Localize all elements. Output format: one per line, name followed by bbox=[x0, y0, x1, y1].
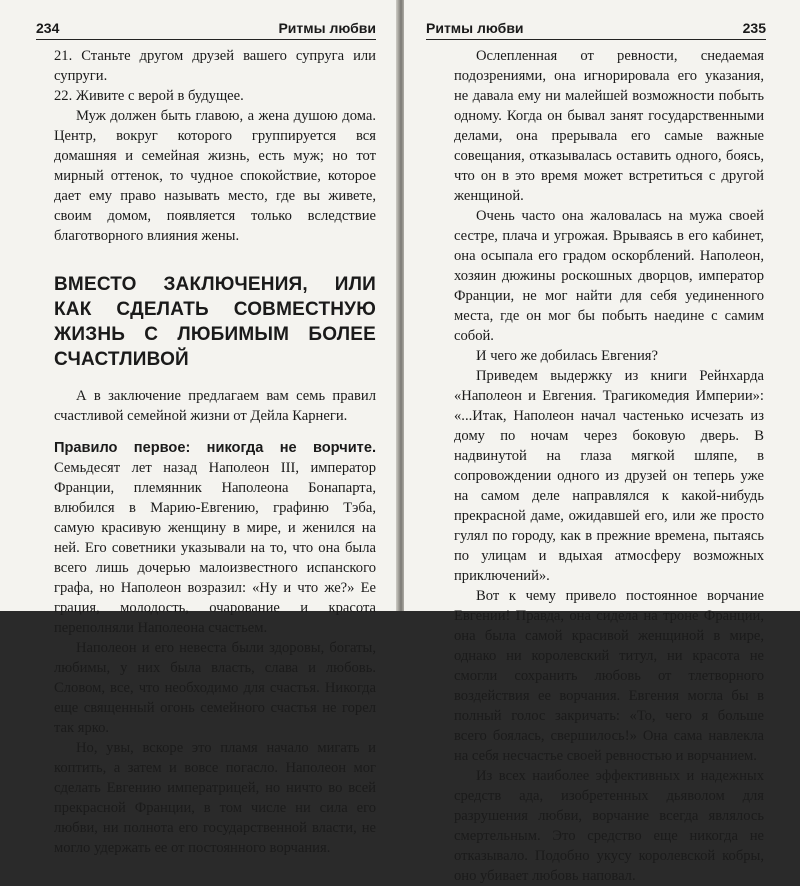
paragraph: Приведем выдержку из книги Рейнхарда «Наполеон и Евгения. Трагикомедия Империи»: «...Итак, Наполеон начал частенько исчезать из дому по ночам через боковую дверь. В надвинутой на глаза мягкой шляпе, в сопровождении одного из друзей он теперь уже на самом деле направлялся к какой-нибудь прекрасной даме, ожидавшей его, или же просто гулял по городу, как в прежние времена, пытаясь по улицам и вдыхая атмосферу возможных приключений». bbox=[454, 368, 764, 584]
rule-text: Семьдесят лет назад Наполеон III, император Франции, племянник Наполеона Бонапарта, влюбился в Марию-Евгению, графиню Тэба, самую красивую женщину в мире, и женился на ней. Его советники указывали на то, что она была всего лишь дочерью малоизвестного испанского графа, но Наполеон возразил: «Ну и что же?» Ее грация, молодость, очарование и красота переполняли Наполеона счастьем. bbox=[54, 460, 376, 636]
running-title-left: Ритмы любви bbox=[278, 20, 376, 36]
list-item: 21. Станьте другом друзей вашего супруга или супруги. bbox=[54, 48, 376, 84]
intro-paragraph: Муж должен быть главою, а жена душою дома. Центр, вокруг которого группируется вся домашняя и семейная жизнь, есть муж; но тот мирный оттенок, то чудное спокойствие, которое дает ему право называть место, где вы живете, своим домом, появляется только вследствие благотворного влияния жены. bbox=[54, 108, 376, 244]
paragraph: Наполеон и его невеста были здоровы, богаты, любимы, у них была власть, слава и любовь. Словом, все, что необходимо для счастья. Никогда еще священный огонь семейного счастья не горел так ярко. bbox=[54, 640, 376, 736]
right-page bbox=[404, 0, 800, 884]
right-body bbox=[426, 46, 778, 886]
right-running-head bbox=[426, 0, 766, 40]
left-running-head bbox=[36, 0, 376, 40]
rule-paragraph bbox=[54, 438, 376, 638]
paragraph: Но, увы, вскоре это пламя начало мигать и коптить, а затем и вовсе погасло. Наполеон мог сделать Евгению императрицей, но ничто во всей прекрасной Франции, в том числе ни сила его любви, ни полнота его государственной власти, не могло удержать ее от постоянного ворчания. bbox=[54, 740, 376, 856]
section-heading: ВМЕСТО ЗАКЛЮЧЕНИЯ, ИЛИ КАК СДЕЛАТЬ СОВМЕСТНУЮ ЖИЗНЬ С ЛЮБИМЫМ БОЛЕЕ СЧАСТЛИВОЙ bbox=[54, 274, 376, 370]
left-body bbox=[22, 46, 376, 858]
running-title-right: Ритмы любви bbox=[426, 20, 524, 36]
paragraph: Ослепленная от ревности, снедаемая подозрениями, она игнорировала его указания, не давала ему ни малейшей возможности побыть одному. Когда он бывал занят государственными делами, она прерывала его самые важные совещания, отказывалась оставить одного, боясь, что он в это время может встретиться с другой женщиной. bbox=[454, 48, 764, 204]
list-item: 22. Живите с верой в будущее. bbox=[54, 88, 244, 104]
left-page bbox=[0, 0, 398, 856]
page-number-right: 235 bbox=[742, 20, 766, 36]
paragraph: Очень часто она жаловалась на мужа своей сестре, плача и угрожая. Врываясь в его кабинет, она осыпала его градом оскорблений. Наполеон, хозяин дюжины роскошных дворцов, император Франции, не мог найти для себя уединенного места, где он мог бы побыть наедине с самим собой. bbox=[454, 208, 764, 344]
page-number-left: 234 bbox=[36, 20, 60, 36]
paragraph: И чего же добилась Евгения? bbox=[476, 348, 658, 364]
paragraph: Вот к чему привело постоянное ворчание Евгении! Правда, она сидела на троне Франции, она была самой красивой женщиной в мире, однако ни королевский титул, ни красота не смогли сохранить любовь от тлетворного воздействия ее ворчания. Евгения могла бы в полный голос закричать: «То, чего я больше всего боялась, свершилось!» Она сама навлекла на себя несчастье своей ревностью и ворчанием. bbox=[454, 588, 764, 764]
paragraph: Из всех наиболее эффективных и надежных средств ада, изобретенных дьяволом для разрушения любви, ворчание всегда являлось смертельным. Это средство еще никогда не отказывало. Подобно укусу королевской кобры, оно убивает любовь наповал. bbox=[454, 768, 764, 884]
rule-title: Правило первое: никогда не ворчите. bbox=[54, 440, 376, 456]
lead-paragraph: А в заключение предлагаем вам семь правил счастливой семейной жизни от Дейла Карнеги. bbox=[54, 388, 376, 424]
